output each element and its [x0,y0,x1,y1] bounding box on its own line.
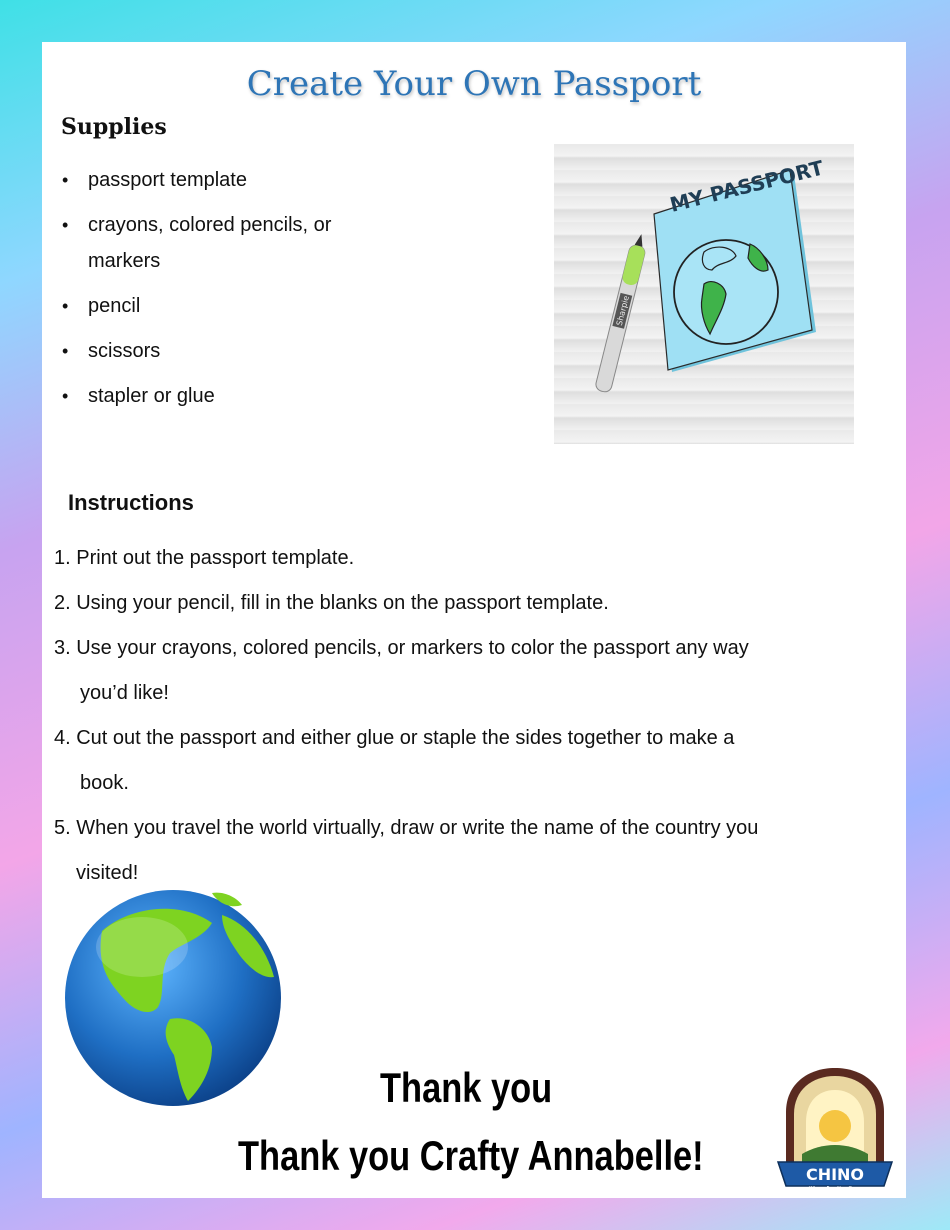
instruction-step-continued: you’d like! [80,682,169,704]
instruction-step-continued: book. [80,772,129,794]
instruction-step-continued: visited! [76,862,139,884]
marker-brand: Sharpie [614,294,631,327]
globe-icon [62,887,284,1109]
supplies-list [62,162,402,423]
logo-tagline: Where Families Grow [808,1186,862,1192]
supplies-heading: Supplies [61,114,167,140]
list-item: • crayons, colored pencils, or markers [62,207,402,279]
passport-illustration [554,144,854,444]
passport-photo [554,144,854,444]
instructions-heading: Instructions [68,490,194,515]
page-title: Create Your Own Passport [246,64,702,104]
instructions-list [54,536,894,896]
thank-you-line: Thank you [380,1064,553,1111]
instruction-step: 1. Print out the passport template. [54,547,355,569]
list-item: • stapler or glue [62,378,402,414]
chino-logo [772,1064,898,1192]
list-item: • scissors [62,333,402,369]
instruction-step: 5. When you travel the world virtually, draw or write the name of the country you [54,817,759,839]
passport-label: MY PASSPORT [667,155,826,217]
instruction-step: 4. Cut out the passport and either glue or staple the sides together to make a [54,727,735,749]
list-item: • pencil [62,288,402,324]
logo-name: CHINO [805,1165,865,1184]
thank-you-crafty-annabelle: Thank you Crafty Annabelle! [238,1132,704,1179]
document-page [42,42,906,1198]
list-item: • passport template [62,162,402,198]
instruction-step: 3. Use your crayons, colored pencils, or markers to color the passport any way [54,637,749,659]
instruction-step: 2. Using your pencil, fill in the blanks on the passport template. [54,592,609,614]
